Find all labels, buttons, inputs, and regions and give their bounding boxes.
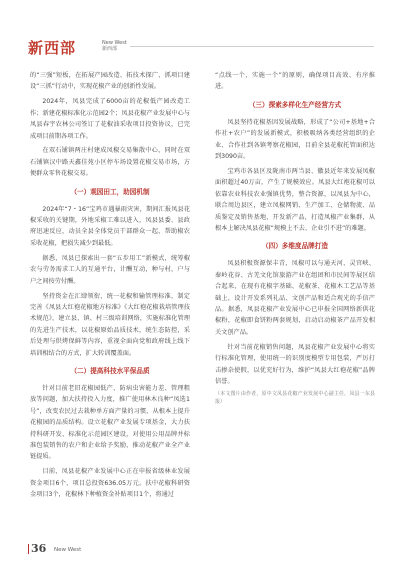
right-column — [215, 70, 375, 410]
paragraph: 凤县坚持花椒基因发展战略，形成了“公司+基地+合作社+农户”的发展新模式，积极吸纳各类经营组织的企业、合作社到各镇考察花椒园，目前全县花椒托管面积达到3090亩。 — [215, 118, 375, 161]
paragraph: 在双石铺镇两庄村建成凤椒交易集散中心，同时在双石铺镇汉中路天鑫佳苑小区停车场设置花椒交易市场，方便群众零售花椒交易。 — [30, 147, 190, 178]
logo-subtitle — [102, 40, 127, 52]
paragraph: 目前，凤县花椒产业发展中心正在申报省级林业发展资金项目6个，项目总投资636.05万元。扶中花椒科研资金项目3个，花椒林下种植资金补贴项目1个，将通过 — [30, 468, 190, 499]
paragraph: 2024年“7・16”宝鸡市遇暴雨灾害，期间汇报凤县花椒采收的关键期，外地采椒工难以进入，凤县县委、县政府迅速反应，动员全县全体党员干部群众一起，帮助椒农采收花椒，把损失减少到最低。 — [30, 205, 190, 247]
left-column — [30, 70, 190, 504]
section-heading: （三）探索多样化生产经营方式 — [248, 100, 342, 109]
publication-logo: 新西部 — [28, 39, 77, 57]
paragraph: “点线一个，实施一个”的原则，确保项目高效、有序推进。 — [215, 72, 375, 91]
logo-subtitle-en: New West — [102, 40, 127, 46]
paragraph: 宝鸡市各县区及陇南市两当县、徽县近年来发展凤椒面积超过40万亩，产生了规模效应。凤县大红袍花椒可以依靠农业科技农业强镇优势，整合资源，以凤县为中心，联合周边县区，建立凤椒网销、生产加工、仓储物流、品质鉴定及销售基地，开发新产品，打造凤椒产业集群，从根本上解决凤县花椒“规模上不去、企业引不进”的难题。 — [215, 167, 375, 232]
paragraph: 针对当前花椒销售问题，凤县花椒产业发展中心将实行标准化管理，使用统一的识别度模型专用包装，严厉打击掺杂使假，以优充好行为，维护“凤县大红袍花椒”品牌信誉。 — [215, 343, 375, 385]
header-divider — [130, 46, 374, 47]
paragraph: 凤县积极资源保丰青，凤椒可以与通天河、灵官峡、秦岭花谷、古羌文化馆旅游产业在组团和市民间等展区结合起来，在现有花椒字基础、花椒茶、花椒木工艺品等基础上，设计开发系列礼品、文创产品和适合观光的手信产品。据悉，凤县花椒产业发展中心已申报全国网络新供花椒粉，花椒即食饼粉两套规划，启动启动椒茶产品开发相关文创产品。 — [215, 260, 375, 336]
page-header — [0, 0, 402, 56]
logo-subtitle-cn: 新西部 — [102, 46, 118, 52]
paragraph: 坚持资金在汇肆领衔，统一花椒和输管理标准，制定完善《凤县大红袍花椒地方标准》《大红袍花椒栽培管理技术规范》，建立县、镇、村三级培训网络，实施标准化管理的先进生产技术，以花椒原始品质技术，统生态防控，采后处理与烘烤保鲜等内容，重视全面向党和政府线上线下培训相结合的方式，扩大转训覆盖面。 — [30, 292, 190, 357]
paragraph: 针对目前老旧花椒园低产、防病虫害能力差、管理粗放等问题，加大扶持投入力度，推广使用林木良种“凤选1号”，改变农民过去栽种单方面产量的习惯，从根本上提升花椒园的品质结构。设立花椒产业发展专项基金，大力扶持科研开发、标准化示范园区建设，对使用公用品牌并标准包装销售的农户和企业给予奖励，推动花椒产业全产业链提质。 — [30, 384, 190, 461]
author-note: （本文图片由作者，原中文凤县花椒产业发展中心副主任，凤县一东县报） — [215, 391, 375, 405]
paragraph: 2024年，凤县完成了6000亩的花椒低产园改造工作；新建花椒标准化示范园2个；凤县花椒产业发展中心与凤县春宇农林公司签订了花椒油采收项目投资协议，已完成项目前期各项工作。 — [30, 98, 190, 140]
section-heading: （四）多维度品牌打造 — [262, 242, 328, 251]
footer-accent-bar — [28, 544, 29, 554]
paragraph: 的“三强”短板，在拓展产园改造、拓技术探广、抓项目建设“三抓”行动中，实现花椒产业的创新性发展。 — [30, 72, 190, 91]
section-heading: （一）观园田工，助园机制 — [70, 187, 150, 196]
page-number: 36 — [31, 542, 47, 555]
section-heading: （二）提高科技水平保品质 — [70, 366, 150, 375]
paragraph: 据悉，凤县已探索出一套“五步用工”新模式，统筹椒农与劳务需求工人的互通平台，计酬互动，种与村，户与户之间按劳付酬。 — [30, 254, 190, 285]
footer-publication: New West — [54, 547, 82, 553]
page-footer — [0, 538, 402, 568]
